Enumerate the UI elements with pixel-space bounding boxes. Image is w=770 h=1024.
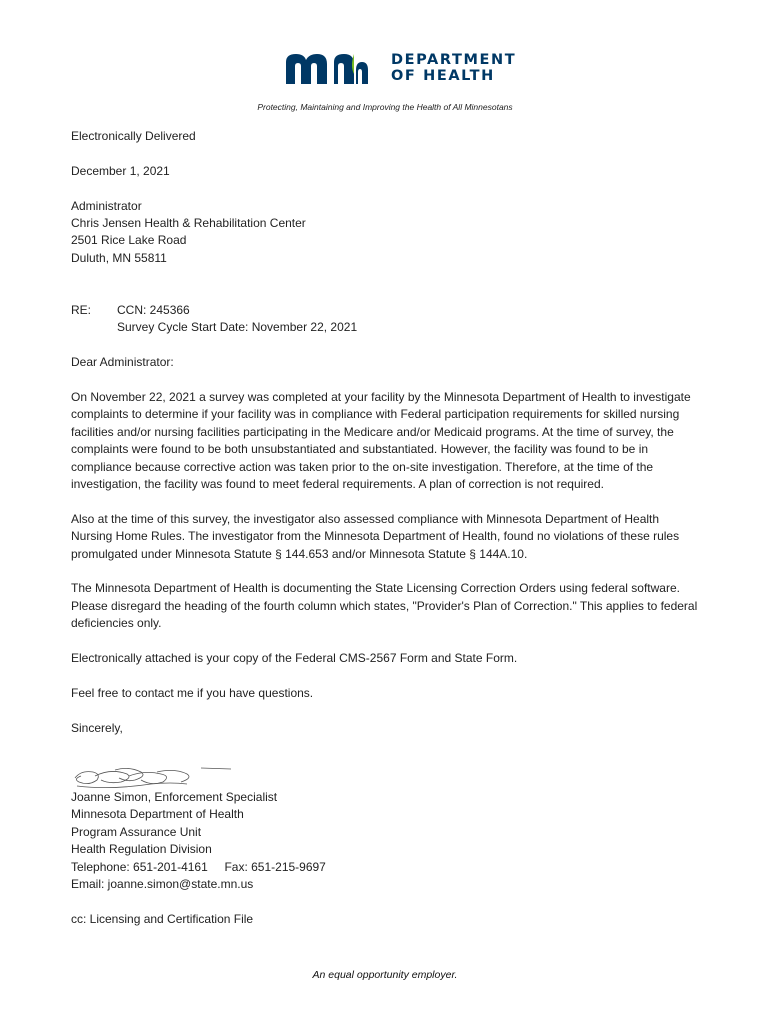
logo-wordmark — [391, 52, 516, 84]
closing: Sincerely, — [71, 720, 123, 735]
signer-line: Program Assurance Unit — [71, 824, 202, 839]
signer-line: Health Regulation Division — [71, 842, 212, 857]
re-line: CCN: 245366 — [117, 303, 190, 318]
re-line: Survey Cycle Start Date: November 22, 2021 — [117, 320, 358, 335]
body-paragraph: Electronically attached is your copy of the Federal CMS-2567 Form and State Form. — [71, 651, 518, 666]
email-line: Email: joanne.simon@state.mn.us — [71, 877, 254, 892]
logo-line-2: OF HEALTH — [391, 68, 495, 84]
footer-note: An equal opportunity employer. — [312, 969, 458, 981]
signature-block — [71, 789, 701, 893]
body-paragraph: Feel free to contact me if you have questions. — [71, 685, 314, 700]
logo-line-1: DEPARTMENT — [391, 52, 517, 68]
delivery-note: Electronically Delivered — [71, 129, 196, 143]
body-paragraph: On November 22, 2021 a survey was completed at your facility by the Minnesota Department of Health to investigate complaints to determine if your facility was in compliance with Federal participation requirements for skilled nursing facilities and/or nursing facilities participating in the Medicare and/or Medicaid programs. At the time of survey, the complaints were found to be both unsubstantiated and substantiated. However, the facility was found to be in compliance because corrective action was taken prior to the on-site investigation. Therefore, at the time of the investigation, the facility was found to meet federal requirements. A plan of correction is not required. — [71, 390, 691, 492]
mdh-logo — [284, 50, 517, 90]
signer-line: Joanne Simon, Enforcement Specialist — [71, 790, 278, 805]
re-section — [71, 302, 701, 337]
re-label: RE: — [71, 303, 92, 318]
signature-image — [71, 762, 251, 794]
body-paragraph: Also at the time of this survey, the investigator also assessed compliance with Minnesota Department of Health Nursing Home Rules. The investigator from the Minnesota Department of Health, found no violations of these rules promulgated under Minnesota Statute § 144.653 and/or Minnesota Statute § 144A.10. — [71, 511, 680, 561]
recipient-line: Duluth, MN 55811 — [71, 250, 167, 265]
telephone-line: Telephone: 651-201-4161 Fax: 651-215-9697 — [71, 859, 326, 874]
letter-body — [71, 128, 701, 928]
salutation: Dear Administrator: — [71, 355, 174, 370]
recipient-line: Chris Jensen Health & Rehabilitation Center — [71, 216, 306, 230]
letter-date: December 1, 2021 — [71, 163, 170, 178]
recipient-address — [71, 198, 701, 268]
cc-line: cc: Licensing and Certification File — [71, 911, 254, 926]
body-paragraph: The Minnesota Department of Health is documenting the State Licensing Correction Orders using federal software. Please disregard the heading of the fourth column which states, "Provider's Plan of Correction." This applies to federal deficiencies only. — [71, 581, 698, 631]
recipient-line: 2501 Rice Lake Road — [71, 233, 187, 248]
tagline: Protecting, Maintaining and Improving the Health of All Minnesotans — [257, 102, 513, 112]
signer-line: Minnesota Department of Health — [71, 807, 244, 822]
mn-logo-mark-icon — [284, 52, 384, 86]
recipient-line: Administrator — [71, 198, 142, 213]
